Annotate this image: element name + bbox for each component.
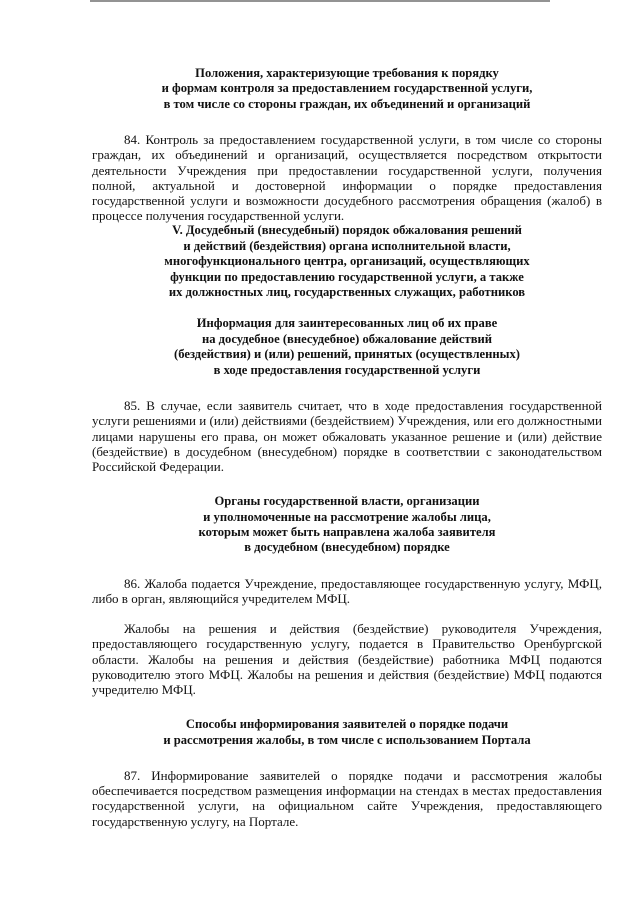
heading-line: и формам контроля за предоставлением государственной услуги,	[161, 81, 533, 96]
heading-line: на досудебное (внесудебное) обжалование действий	[201, 331, 493, 346]
heading-line: их должностных лиц, государственных служащих, работников	[168, 285, 526, 300]
paragraph-84: 84. Контроль за предоставлением государственной услуги, в том числе со стороны граждан, их объединений и организаций, осуществляется посредством открытости деятельности Учреждения при предоставлении государственной услуги, получения полной, актуальной и достоверной информации о порядке предоставления государственной услуги и возможности досудебного рассмотрения обращения (жалоб) в процессе получения государственной услуги.	[92, 132, 602, 224]
heading-line: V. Досудебный (внесудебный) порядок обжалования решений	[172, 223, 522, 238]
heading-line: в ходе предоставления государственной услуги	[213, 362, 481, 377]
paragraph-86-complaints: Жалобы на решения и действия (бездействие) руководителя Учреждения, предоставляющего государственную услугу, подается в Правительство Оренбургской области. Жалобы на решения и действия (бездействие) работника МФЦ подаются руководителю этого МФЦ. Жалобы на решения и действия (бездействие) МФЦ подаются учредителю МФЦ.	[92, 621, 602, 697]
heading-line: и рассмотрения жалобы, в том числе с использованием Портала	[163, 732, 531, 747]
scan-top-edge	[90, 0, 550, 2]
heading-line: функции по предоставлению государственной услуги, а также	[170, 269, 524, 284]
paragraph-85: 85. В случае, если заявитель считает, что в ходе предоставления государственной услуги решениями и (или) действиями (бездействием) Учреждения, или его должностными лицами нарушены его права, он может обжаловать указанное решение и (или) действие (бездействие) в досудебном (внесудебном) порядке в соответствии с законодательством Российской Федерации.	[92, 398, 602, 474]
heading-line: которым может быть направлена жалоба заявителя	[198, 524, 496, 539]
heading-line: Положения, характеризующие требования к порядку	[195, 66, 499, 80]
paragraph-86: 86. Жалоба подается Учреждение, предоставляющее государственную услугу, МФЦ, либо в орган, являющийся учредителем МФЦ.	[92, 575, 602, 606]
heading-section-v	[92, 223, 602, 300]
document-page	[92, 66, 602, 829]
heading-line: в досудебном (внесудебном) порядке	[244, 540, 450, 555]
paragraph-87: 87. Информирование заявителей о порядке подачи и рассмотрения жалобы обеспечивается посредством размещения информации на стендах в местах предоставления государственной услуги, на официальном сайте Учреждения, предоставляющего государственную услугу, на Портале.	[92, 767, 602, 829]
heading-line: Способы информирования заявителей о порядке подачи	[185, 717, 509, 732]
heading-line: многофункционального центра, организаций, осуществляющих	[164, 254, 530, 269]
heading-line: и действий (бездействия) органа исполнительной власти,	[183, 238, 511, 253]
heading-line: Органы государственной власти, организации	[214, 494, 480, 509]
heading-info-rights	[92, 316, 602, 378]
heading-line: (бездействия) и (или) решений, принятых (осуществленных)	[174, 347, 520, 362]
heading-control-requirements	[92, 66, 602, 112]
heading-line: Информация для заинтересованных лиц об их праве	[196, 316, 498, 331]
heading-organs	[92, 494, 602, 556]
heading-line: в том числе со стороны граждан, их объединений и организаций	[163, 96, 531, 111]
heading-line: и уполномоченные на рассмотрение жалобы лица,	[203, 509, 491, 524]
heading-methods	[92, 717, 602, 748]
